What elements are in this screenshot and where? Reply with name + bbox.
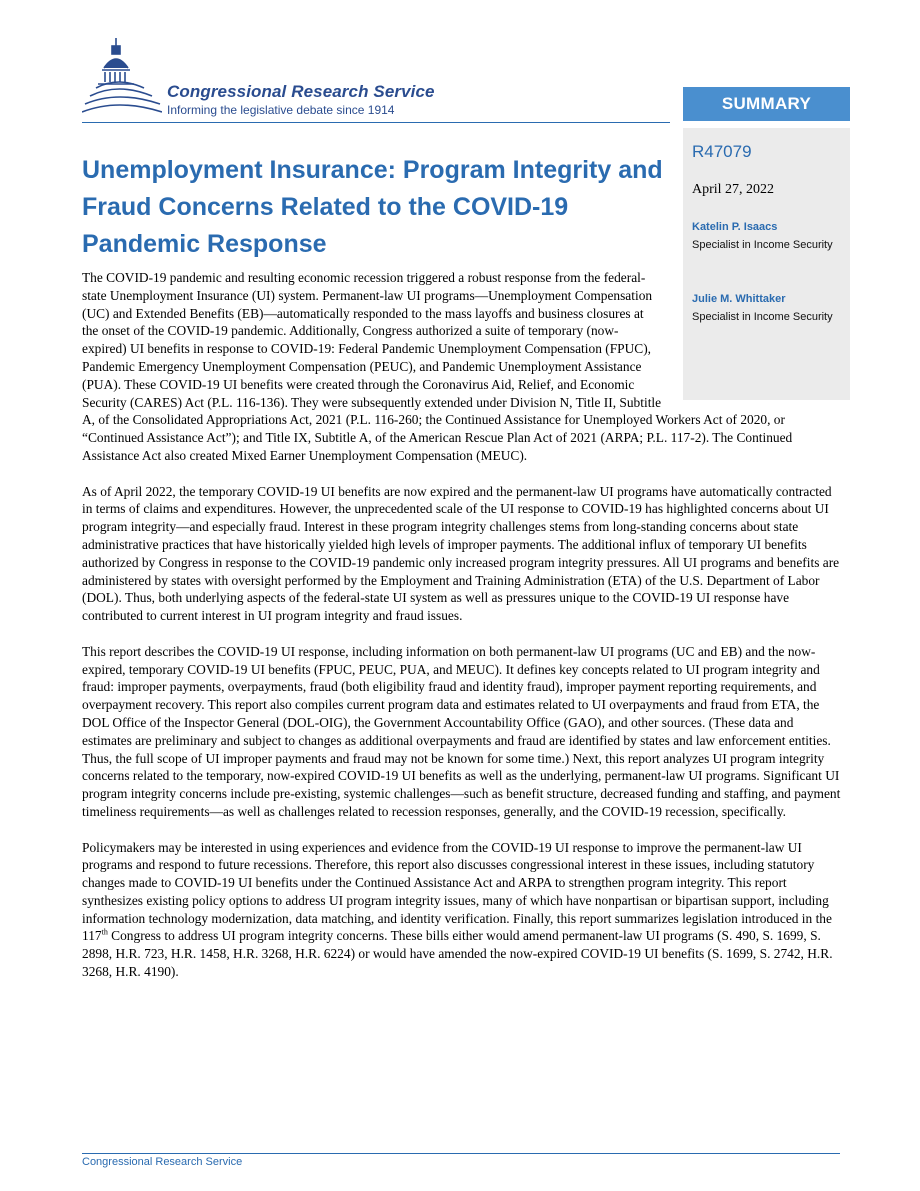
report-id: R47079 — [692, 142, 752, 161]
org-tagline: Informing the legislative debate since 1914 — [167, 103, 395, 117]
capitol-dome-icon — [82, 36, 162, 120]
author-title: Specialist in Income Security — [692, 239, 833, 251]
author-block — [692, 219, 842, 254]
summary-paragraph: The COVID-19 pandemic and resulting economic recession triggered a robust response from the federal-state Unemployment Insurance (UI) system. Permanent-law UI programs—Unemployment Compensation (UC) and Extended Benefits (EB)—automatically responded to the mass layoffs and business closures at the onset of the COVID-19 pandemic. Additionally, Congress authorized a suite of temporary (now-expired) UI benefits in response to COVID-19: Federal Pandemic Unemployment Compensation (FPUC), Pandemic Emergency Unemployment Compensation (PEUC), and Pandemic Unemployment Assistance (PUA). These COVID-19 UI benefits were created through the Coronavirus Aid, Relief, and Economic Security (CARES) Act (P.L. 116-136). They were subsequently extended under Division N, Title II, Subtitle A, of the Consolidated Appropriations Act, 2021 (P.L. 116-260; the Continued Assistance for Unemployed Workers Act of 2020, or “Continued Assistance Act”); and Title IX, Subtitle A, of the American Rescue Plan Act of 2021 (ARPA; P.L. 117-2). The Continued Assistance Act also created Mixed Earner Unemployment Compensation (MEUC). — [82, 270, 793, 463]
summary-paragraph — [82, 839, 842, 981]
footer-divider — [82, 1153, 840, 1154]
paragraph-text: Congress to address UI program integrity concerns. These bills either would amend permanent-law UI programs (S. 490, S. 1699, S. 2898, H.R. 723, H.R. 1458, H.R. 3268, H.R. 6224) or would have amended the now-expired COVID-19 UI benefits (S. 1699, S. 2742, H.R. 3268, H.R. 4190). — [82, 928, 833, 980]
org-name: Congressional Research Service — [167, 82, 435, 101]
summary-label: SUMMARY — [683, 87, 850, 121]
summary-body — [82, 269, 842, 999]
summary-paragraph: This report describes the COVID-19 UI response, including information on both permanent-law UI programs (UC and EB) and the now-expired, temporary COVID-19 UI benefits (FPUC, PEUC, PUA, and MEUC). It defines key concepts related to UI program integrity and fraud: improper payments, overpayments, fraud (both eligibility fraud and identity fraud), improper payment reporting requirements, and overpayment recovery. This report also compiles current program data and estimates related to UI overpayments and fraud from ETA, the DOL Office of the Inspector General (DOL-OIG), the Government Accountability Office (GAO), and other sources. (These data and estimates are preliminary and subject to changes as additional overpayments and fraud are identified by states and law enforcement entities. Thus, the full scope of UI improper payments and fraud may not be known for some time.) Next, this report analyzes UI program integrity concerns related to the temporary, now-expired COVID-19 UI benefits as well as the underlying, permanent-law UI programs. Significant UI program integrity concerns include pre-existing, systemic challenges—such as benefit structure, decreased funding and staffing, and payment timeliness requirements—as well as challenges related to recession responses, generally, and the COVID-19 recession, specifically. — [82, 643, 841, 819]
header-divider — [82, 122, 670, 123]
author-title: Specialist in Income Security — [692, 311, 833, 323]
sidebar-spacer — [662, 269, 842, 404]
report-date: April 27, 2022 — [692, 182, 775, 197]
footer-org-name: Congressional Research Service — [82, 1156, 243, 1168]
summary-paragraph: As of April 2022, the temporary COVID-19 UI benefits are now expired and the permanent-law UI programs have automatically contracted in terms of claims and expenditures. However, the unprecedented scale of the UI response to COVID-19 has highlighted concerns about UI program integrity—and especially fraud. Interest in these program integrity challenges stems from long-standing concerns about state administrative practices that have historically yielded high levels of improper payments. The additional influx of temporary UI benefits authorized by Congress in response to the COVID-19 pandemic only increased program integrity pressures. All UI programs and benefits are administered by states with oversight performed by the Employment and Training Administration (ETA) of the U.S. Department of Labor (DOL). Thus, both underlying aspects of the federal-state UI system as well as pressures unique to the COVID-19 UI response have contributed to current interest in UI program integrity and fraud issues. — [82, 483, 840, 624]
ordinal-superscript: th — [101, 928, 108, 938]
crs-logo[interactable] — [82, 36, 462, 126]
author-name[interactable]: Katelin P. Isaacs — [692, 221, 778, 233]
report-title: Unemployment Insurance: Program Integrity and Fraud Concerns Related to the COVID-19 Pandemic Response — [82, 156, 663, 258]
author-name[interactable]: Julie M. Whittaker — [692, 293, 786, 305]
paragraph-text: Policymakers may be interested in using experiences and evidence from the COVID-19 UI response to improve the permanent-law UI programs and respond to future recessions. Therefore, this report also discusses congressional interest in these issues, including statutory changes made to COVID-19 UI benefits under the Continued Assistance Act and ARPA to strengthen program integrity. This report synthesizes existing policy options to address UI program integrity issues, many of which have nonpartisan or bipartisan support, including information technology modernization, data matching, and identity verification. Finally, this report summarizes legislation introduced in the 117 — [82, 839, 832, 944]
